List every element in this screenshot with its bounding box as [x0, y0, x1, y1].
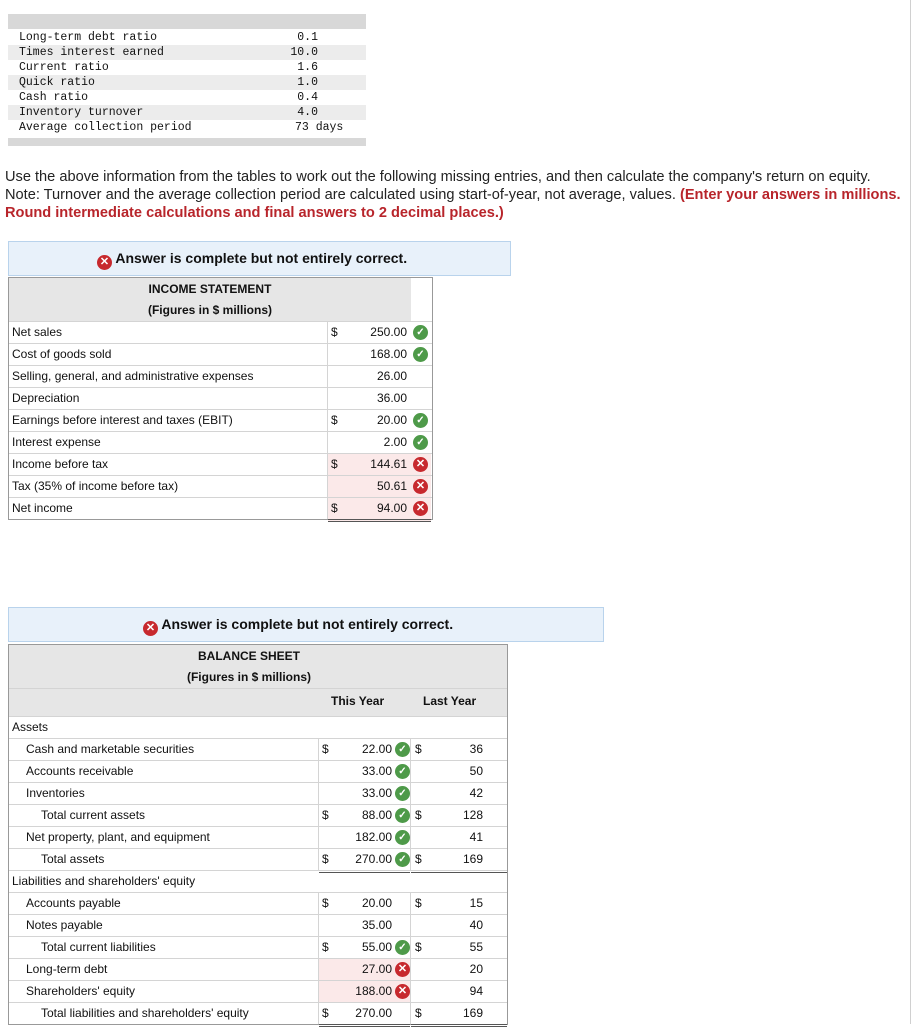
- ratios-top-bar: [8, 14, 366, 29]
- income-value-cell[interactable]: [328, 388, 431, 409]
- income-row-label: Selling, general, and administrative expenses: [12, 369, 254, 383]
- dollar-sign: $: [415, 808, 422, 822]
- ratio-row: [8, 75, 366, 90]
- this-year-value: 33.00: [361, 764, 392, 778]
- income-value-cell[interactable]: [328, 454, 431, 475]
- balance-row-label: Long-term debt: [26, 962, 108, 976]
- last-year-cell: [411, 783, 507, 805]
- balance-row-label: Liabilities and shareholders' equity: [12, 874, 196, 888]
- balance-row: [9, 760, 507, 782]
- balance-row: [9, 980, 507, 1002]
- income-row: [9, 321, 432, 343]
- check-circle-icon: ✓: [395, 830, 410, 845]
- income-value: 26.00: [376, 369, 407, 383]
- dollar-sign: $: [322, 896, 329, 910]
- ratio-label: Quick ratio: [19, 76, 95, 89]
- this-year-value: 20.00: [361, 896, 392, 910]
- check-circle-icon: ✓: [413, 413, 428, 428]
- check-circle-icon: ✓: [395, 786, 410, 801]
- dollar-sign: $: [322, 1006, 329, 1020]
- x-circle-icon: ✕: [143, 621, 158, 636]
- income-subtitle: (Figures in $ millions): [147, 303, 272, 317]
- balance-row: [9, 826, 507, 848]
- ratio-label: Long-term debt ratio: [19, 31, 158, 44]
- income-value-cell[interactable]: [328, 344, 431, 365]
- balance-row-label: Accounts receivable: [26, 764, 134, 778]
- balance-row: [9, 804, 507, 826]
- banner-content: [143, 616, 453, 636]
- last-year-cell: [411, 915, 507, 937]
- dollar-sign: $: [415, 940, 422, 954]
- income-value-cell[interactable]: [328, 432, 431, 453]
- income-row-label: Interest expense: [12, 435, 101, 449]
- ratio-label: Current ratio: [19, 61, 109, 74]
- balance-row: [9, 870, 507, 892]
- ratio-label: Times interest earned: [19, 46, 164, 59]
- dollar-sign: $: [331, 413, 338, 427]
- this-year-value: 88.00: [361, 808, 392, 822]
- last-year-value: 169: [462, 1006, 483, 1020]
- dollar-sign: $: [331, 501, 338, 515]
- this-year-value: 55.00: [361, 940, 392, 954]
- check-circle-icon: ✓: [395, 940, 410, 955]
- last-year-value: 20: [469, 962, 483, 976]
- income-row: [9, 497, 432, 519]
- income-row: [9, 409, 432, 431]
- x-circle-icon: ✕: [413, 501, 428, 516]
- instructions-requirement: (Enter your answers in millions. Round intermediate calculations and final answers to 2 decimal places.): [5, 187, 901, 221]
- ratios-table: [8, 14, 366, 146]
- last-year-value: 94: [469, 984, 483, 998]
- last-year-cell: [411, 761, 507, 782]
- income-value: 94.00: [376, 501, 407, 515]
- income-value: 50.61: [376, 479, 407, 493]
- last-year-cell: [411, 937, 507, 958]
- last-year-value: 50: [469, 764, 483, 778]
- balance-row: [9, 958, 507, 980]
- balance-rows: [9, 716, 507, 1024]
- last-year-value: 55: [469, 940, 483, 954]
- ratios-bottom-bar: [8, 138, 366, 146]
- ratio-value: 4.0: [297, 106, 318, 119]
- ratio-row: [8, 90, 366, 105]
- ratio-label: Average collection period: [19, 121, 192, 134]
- x-circle-icon: ✕: [413, 479, 428, 494]
- income-row: [9, 453, 432, 475]
- dollar-sign: $: [322, 742, 329, 756]
- ratio-value: 73 days: [295, 121, 344, 134]
- income-row-label: Tax (35% of income before tax): [12, 479, 179, 493]
- this-year-cell[interactable]: [319, 981, 410, 1002]
- last-year-cell: [411, 981, 507, 1002]
- this-year-cell[interactable]: [319, 959, 410, 980]
- balance-row-label: Total liabilities and shareholders' equity: [41, 1006, 249, 1020]
- x-circle-icon: ✕: [97, 255, 112, 270]
- income-value: 20.00: [376, 413, 407, 427]
- balance-row: [9, 936, 507, 958]
- x-circle-icon: ✕: [395, 984, 410, 999]
- dollar-sign: $: [322, 940, 329, 954]
- ratio-row: [8, 60, 366, 75]
- last-year-value: 169: [462, 852, 483, 866]
- col-this-year: This Year: [331, 694, 385, 708]
- this-year-cell[interactable]: [319, 827, 410, 848]
- balance-row-label: Total assets: [41, 852, 105, 866]
- dollar-sign: $: [415, 852, 422, 866]
- balance-row: [9, 1002, 507, 1024]
- ratio-label: Inventory turnover: [19, 106, 144, 119]
- ratios-rows: [8, 29, 366, 135]
- dollar-sign: $: [331, 457, 338, 471]
- balance-row: [9, 892, 507, 914]
- balance-row-label: Total current assets: [41, 808, 146, 822]
- balance-row: [9, 782, 507, 804]
- this-year-value: 270.00: [355, 1006, 392, 1020]
- this-year-cell[interactable]: [319, 915, 410, 937]
- ratio-row: [8, 105, 366, 120]
- income-value-cell[interactable]: [328, 410, 431, 431]
- balance-row-label: Accounts payable: [26, 896, 121, 910]
- ratio-value: 0.1: [297, 31, 318, 44]
- this-year-cell[interactable]: [319, 761, 410, 782]
- balance-row-label: Notes payable: [26, 918, 103, 932]
- balance-row-label: Cash and marketable securities: [26, 742, 195, 756]
- income-value-cell[interactable]: [328, 476, 431, 497]
- income-row: [9, 343, 432, 365]
- this-year-cell[interactable]: [319, 1003, 410, 1027]
- last-year-cell: [411, 805, 507, 826]
- banner-text: Answer is complete but not entirely correct.: [115, 250, 408, 266]
- income-row-label: Depreciation: [12, 391, 80, 405]
- ratio-row: [8, 30, 366, 45]
- check-circle-icon: ✓: [395, 742, 410, 757]
- last-year-value: 41: [469, 830, 483, 844]
- this-year-value: 270.00: [355, 852, 392, 866]
- income-row-label: Cost of goods sold: [12, 347, 112, 361]
- balance-row-label: Assets: [12, 720, 49, 734]
- income-row-label: Net income: [12, 501, 73, 515]
- income-statement-table: [8, 277, 433, 520]
- income-row-label: Net sales: [12, 325, 63, 339]
- this-year-value: 33.00: [361, 786, 392, 800]
- income-header: [9, 278, 411, 321]
- income-rows: [9, 321, 432, 519]
- ratio-row: [8, 45, 366, 60]
- balance-column-headers: [9, 688, 507, 716]
- this-year-value: 22.00: [361, 742, 392, 756]
- last-year-value: 42: [469, 786, 483, 800]
- balance-sheet-table: [8, 644, 508, 1025]
- banner-content: [97, 250, 407, 270]
- income-value-cell[interactable]: [328, 498, 431, 522]
- x-circle-icon: ✕: [413, 457, 428, 472]
- dollar-sign: $: [415, 1006, 422, 1020]
- income-row: [9, 365, 432, 387]
- dollar-sign: $: [322, 808, 329, 822]
- this-year-cell[interactable]: [319, 893, 410, 914]
- balance-row-label: Inventories: [26, 786, 85, 800]
- check-circle-icon: ✓: [395, 764, 410, 779]
- last-year-cell: [411, 827, 507, 848]
- check-circle-icon: ✓: [413, 435, 428, 450]
- income-value: 2.00: [383, 435, 407, 449]
- balance-row-label: Shareholders' equity: [26, 984, 136, 998]
- balance-row: [9, 716, 507, 738]
- ratio-value: 10.0: [290, 46, 318, 59]
- check-circle-icon: ✓: [395, 852, 410, 867]
- income-value: 168.00: [370, 347, 407, 361]
- balance-row-label: Net property, plant, and equipment: [26, 830, 210, 844]
- last-year-value: 40: [469, 918, 483, 932]
- balance-title: BALANCE SHEET: [197, 649, 300, 663]
- income-row: [9, 387, 432, 409]
- check-circle-icon: ✓: [413, 347, 428, 362]
- balance-result-banner: [8, 607, 604, 642]
- col-last-year: Last Year: [423, 694, 477, 708]
- instructions: [5, 168, 905, 222]
- dollar-sign: $: [415, 742, 422, 756]
- balance-row: [9, 738, 507, 760]
- income-row: [9, 431, 432, 453]
- ratio-value: 0.4: [297, 91, 318, 104]
- check-circle-icon: ✓: [413, 325, 428, 340]
- this-year-cell[interactable]: [319, 783, 410, 805]
- this-year-value: 35.00: [361, 918, 392, 932]
- balance-header: [9, 645, 507, 688]
- income-value: 36.00: [376, 391, 407, 405]
- ratio-value: 1.6: [297, 61, 318, 74]
- ratio-row: [8, 120, 366, 135]
- last-year-value: 36: [469, 742, 483, 756]
- ratio-value: 1.0: [297, 76, 318, 89]
- banner-text: Answer is complete but not entirely correct.: [161, 616, 454, 632]
- income-row-label: Income before tax: [12, 457, 109, 471]
- income-row-label: Earnings before interest and taxes (EBIT): [12, 413, 233, 427]
- income-result-banner: [8, 241, 511, 276]
- last-year-cell: [411, 893, 507, 914]
- this-year-cell[interactable]: [319, 739, 410, 760]
- balance-row: [9, 914, 507, 936]
- income-value: 144.61: [370, 457, 407, 471]
- last-year-cell: [411, 1003, 507, 1027]
- balance-subtitle: (Figures in $ millions): [186, 670, 311, 684]
- x-circle-icon: ✕: [395, 962, 410, 977]
- income-title: INCOME STATEMENT: [148, 282, 272, 296]
- ratio-label: Cash ratio: [19, 91, 89, 104]
- last-year-value: 15: [469, 896, 483, 910]
- balance-row: [9, 848, 507, 870]
- instructions-text: Use the above information from the tables to work out the following missing entries, and then calculate the company's return on equity. Note: Turnover and the average collection period are calculated using start-of-year, not average, values.: [5, 169, 871, 203]
- income-value-cell[interactable]: [328, 366, 431, 387]
- last-year-cell: [411, 739, 507, 760]
- income-value-cell[interactable]: [328, 322, 431, 343]
- this-year-cell[interactable]: [319, 805, 410, 826]
- this-year-value: 188.00: [355, 984, 392, 998]
- dollar-sign: $: [331, 325, 338, 339]
- dollar-sign: $: [415, 896, 422, 910]
- last-year-value: 128: [462, 808, 483, 822]
- balance-row-label: Total current liabilities: [41, 940, 156, 954]
- dollar-sign: $: [322, 852, 329, 866]
- income-row: [9, 475, 432, 497]
- check-circle-icon: ✓: [395, 808, 410, 823]
- last-year-cell: [411, 959, 507, 980]
- income-value: 250.00: [370, 325, 407, 339]
- this-year-value: 27.00: [361, 962, 392, 976]
- this-year-cell[interactable]: [319, 937, 410, 958]
- this-year-value: 182.00: [355, 830, 392, 844]
